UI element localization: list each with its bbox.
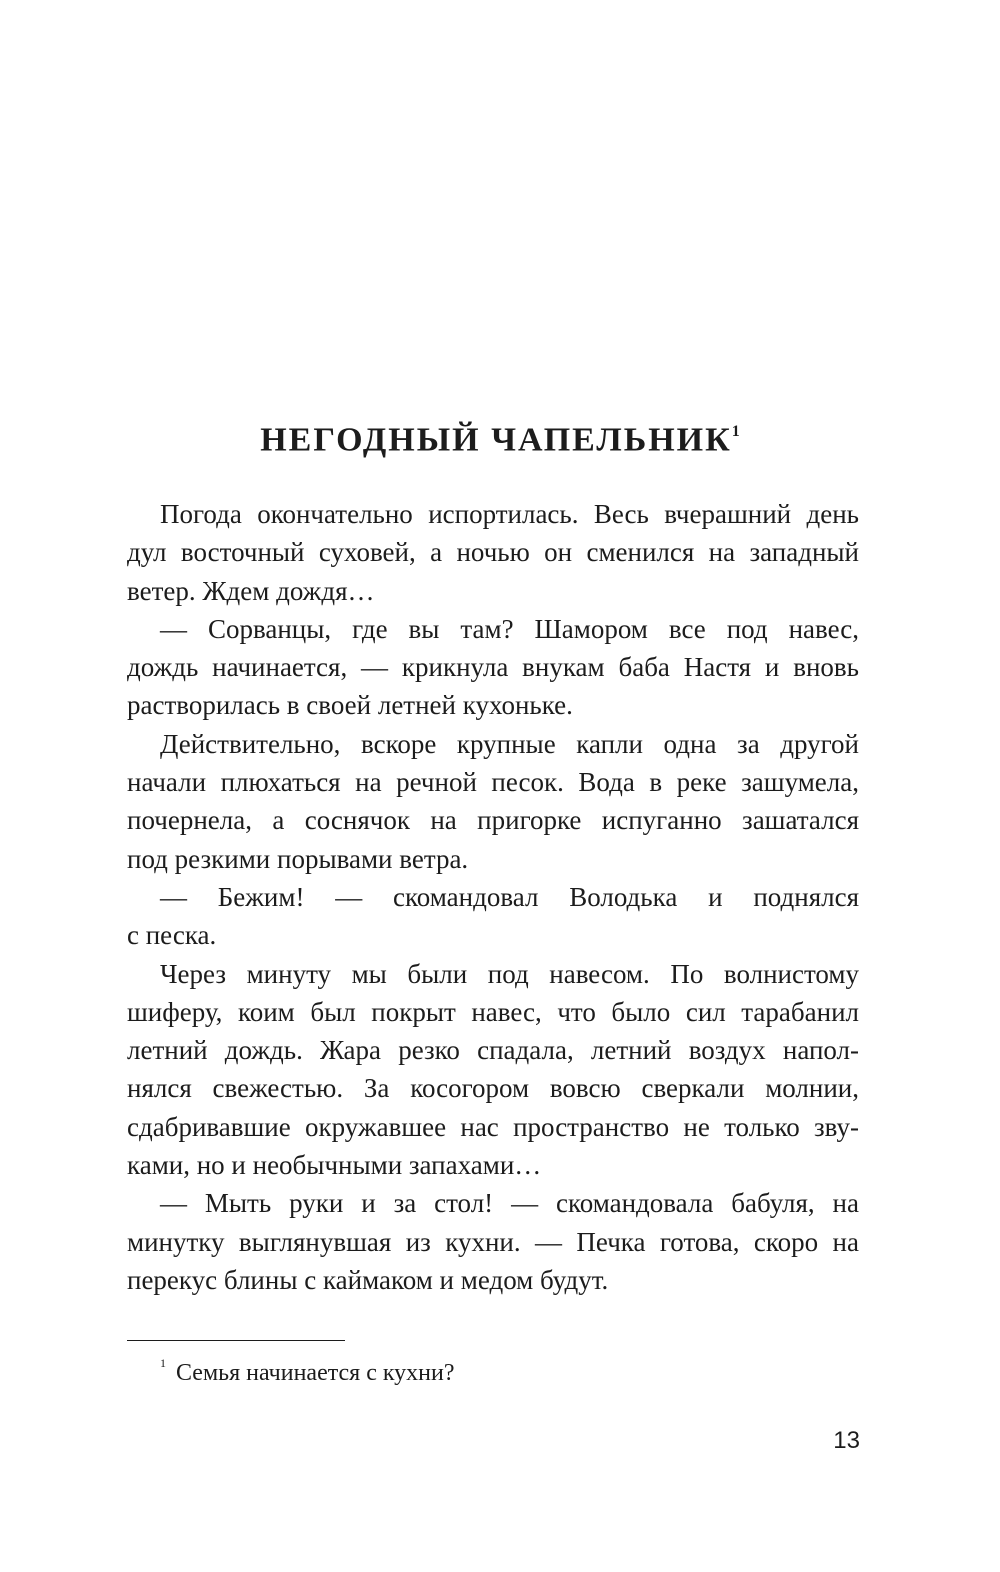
chapter-body <box>127 495 859 1299</box>
text-line: — Бежим! — скомандовал Володька и поднялся <box>160 881 859 912</box>
footnote <box>160 1350 455 1390</box>
chapter-title-text: НЕГОДНЫЙ ЧАПЕЛЬНИК <box>260 421 732 459</box>
text-line: Погода окончательно испортилась. Весь вчерашний день <box>160 499 859 529</box>
chapter-footnote-marker: 1 <box>731 423 740 440</box>
text-line: дул восточный суховей, а ночью он сменился на западный <box>127 537 859 568</box>
chapter-title <box>0 412 1000 462</box>
text-line: почернела, а соснячок на пригорке испуганно зашатался <box>127 805 859 836</box>
footnote-divider <box>127 1340 345 1341</box>
text-line: перекус блины с каймаком и медом будут. <box>127 1264 609 1295</box>
text-line: Через минуту мы были под навесом. По волнистому <box>160 958 859 989</box>
text-line: — Сорванцы, где вы там? Шамором все под навес, <box>160 613 859 644</box>
text-line: шиферу, коим был покрыт навес, что было сил тарабанил <box>127 996 859 1027</box>
footnote-text: Семья начинается с кухни? <box>176 1360 455 1386</box>
text-line: начали плюхаться на речной песок. Вода в реке зашумела, <box>127 767 859 798</box>
text-line: ветер. Ждем дождя… <box>127 575 375 606</box>
text-line: растворилась в своей летней кухоньке. <box>127 690 573 721</box>
text-line: ками, но и необычными запахами… <box>127 1150 542 1181</box>
text-line: под резкими порывами ветра. <box>127 843 469 874</box>
text-line: — Мыть руки и за стол! — скомандовала бабуля, на <box>160 1188 859 1219</box>
footnote-marker: 1 <box>160 1356 166 1370</box>
text-line: дождь начинается, — крикнула внукам баба Настя и вновь <box>127 652 859 683</box>
page-number: 13 <box>833 1427 860 1454</box>
text-line: минутку выглянувшая из кухни. — Печка готова, скоро на <box>127 1226 859 1257</box>
text-line: нялся свежестью. За косогором вовсю сверкали молнии, <box>127 1073 859 1104</box>
text-line: Действительно, вскоре крупные капли одна за другой <box>160 728 859 759</box>
text-line: с песка. <box>127 920 217 951</box>
text-line: сдабривавшие окружавшее нас пространство не только зву- <box>127 1111 859 1142</box>
text-line: летний дождь. Жара резко спадала, летний воздух напол- <box>127 1035 859 1066</box>
